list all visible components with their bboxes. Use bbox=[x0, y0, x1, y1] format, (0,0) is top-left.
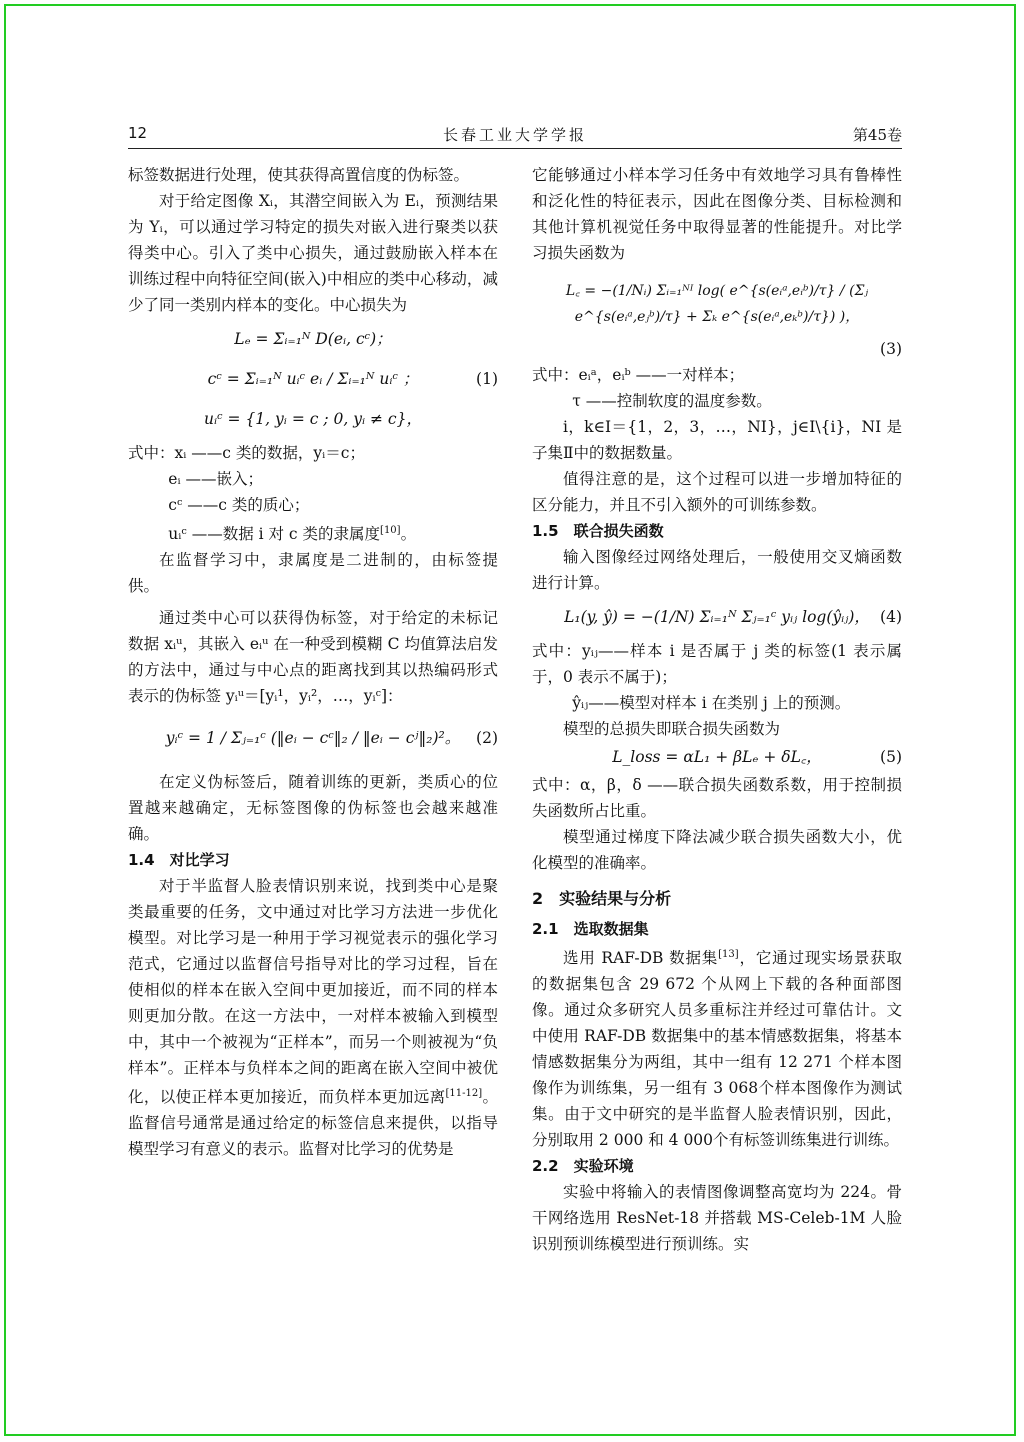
journal-title: 长春工业大学学报 bbox=[442, 126, 587, 144]
volume-label: 第45卷 bbox=[852, 126, 902, 144]
paragraph: 输入图像经过网络处理后，一般使用交叉熵函数进行计算。 bbox=[532, 548, 902, 592]
symbol-text: uᵢᶜ ——数据 i 对 c 类的隶属度 bbox=[168, 525, 381, 544]
equation-number: (3) bbox=[880, 340, 902, 358]
paragraph-text-end: 。监督信号通常是通过给定的标签信息来提供，以指导模型学习有意义的表示。监督对比学习的优势是 bbox=[128, 1088, 498, 1159]
paragraph bbox=[128, 873, 498, 1162]
equation-5 bbox=[532, 744, 902, 770]
symbol-text-end: 。 bbox=[400, 525, 417, 544]
equation-1-line-c: uᵢᶜ = {1, yᵢ = c ; 0, yᵢ ≠ c}， bbox=[204, 410, 422, 428]
citation: [13] bbox=[718, 949, 739, 960]
symbol-definition: 式中：α，β，δ ——联合损失函数系数，用于控制损失函数所占比重。 bbox=[532, 776, 902, 820]
paragraph: 在监督学习中，隶属度是二进制的，由标签提供。 bbox=[128, 551, 498, 596]
section-heading-2-2: 2.2 实验环境 bbox=[532, 1157, 634, 1176]
page-number: 12 bbox=[128, 124, 148, 142]
citation: [11-12] bbox=[445, 1088, 483, 1100]
paragraph-text: 选用 RAF-DB 数据集 bbox=[563, 949, 719, 968]
paragraph: 通过类中心可以获得伪标签，对于给定的未标记数据 xᵢᵘ，其嵌入 eᵢᵘ 在一种受到模糊 C 均值算法启发的方法中，通过与中心点的距离找到其以热编码形式表示的伪标签 yᵢᵘ＝[yᵢ¹，yᵢ²，…，yᵢᶜ]： bbox=[128, 609, 498, 706]
symbol-definition: 式中：yᵢⱼ——样本 i 是否属于 j 类的标签(1 表示属于，0 表示不属于)； bbox=[532, 642, 902, 686]
running-header bbox=[128, 122, 902, 149]
right-column bbox=[532, 162, 902, 1257]
paragraph: 值得注意的是，这个过程可以进一步增加特征的区分能力，并且不引入额外的可训练参数。 bbox=[532, 470, 902, 514]
paragraph: 实验中将输入的表情图像调整高宽均为 224。骨干网络选用 ResNet-18 并搭载 MS-Celeb-1M 人脸识别预训练模型进行预训练。实 bbox=[532, 1183, 902, 1254]
equation-1-line-b: cᶜ = Σᵢ₌₁ᴺ uᵢᶜ eᵢ / Σᵢ₌₁ᴺ uᵢᶜ ； bbox=[207, 370, 419, 388]
paragraph-text: 对于半监督人脸表情识别来说，找到类中心是聚类最重要的任务，文中通过对比学习方法进一步优化模型。对比学习是一种用于学习视觉表示的强化学习范式，它通过以监督信号指导对比的学习过程，旨在使相似的样本在嵌入空间中更加接近，而不同的样本则更加分散。在这一方法中，一对样本被输入到模型中，其中一个被视为“正样本”，而另一个则被视为“负样本”。正样本与负样本之间的距离在嵌入空间中被优化，以使正样本更加接近，而负样本更加远离 bbox=[128, 877, 498, 1107]
equation-1-line-a: Lₑ = Σᵢ₌₁ᴺ D(eᵢ, cᶜ)； bbox=[234, 330, 392, 348]
symbol-definition bbox=[128, 518, 498, 547]
symbol-definition: eᵢ ——嵌入； bbox=[168, 470, 264, 488]
paragraph bbox=[532, 942, 902, 1153]
paragraph: 标签数据进行处理，使其获得高置信度的伪标签。 bbox=[128, 166, 470, 184]
symbol-definition: 式中：eᵢᵃ，eᵢᵇ ——一对样本； bbox=[532, 366, 745, 384]
paragraph-text-end: ，它通过现实场景获取的数据集包含 29 672 个从网上下载的各种面部图像。通过众多研究人员多重标注并经过可靠估计。文中使用 RAF-DB 数据集中的基本情感数据集，将基本情感数据集分为两组，其中一组有 12 271 个样本图像作为训练集，另一组有 3 068个样本图像作为测试集。由于文中研究的是半监督人脸表情识别，因此，分别取用 2 000 和 4 000个有标签训练集进行训练。 bbox=[532, 949, 902, 1150]
paragraph: i，k∈I＝{1，2，3，…，NI}，j∈I\{i}，NI 是子集Ⅱ中的数据数量。 bbox=[532, 418, 902, 462]
equation-2 bbox=[128, 725, 498, 751]
section-heading-2: 2 实验结果与分析 bbox=[532, 889, 672, 908]
symbol-definition: τ ——控制软度的温度参数。 bbox=[572, 392, 772, 410]
section-heading-1-4: 1.4 对比学习 bbox=[128, 851, 230, 870]
equation-2-body: yᵢᶜ = 1 / Σⱼ₌₁ᶜ (‖eᵢ − cᶜ‖₂ / ‖eᵢ − cʲ‖₂)²。 bbox=[165, 729, 461, 748]
equation-number: (2) bbox=[476, 729, 498, 748]
equation-number: (1) bbox=[476, 370, 498, 388]
section-heading-2-1: 2.1 选取数据集 bbox=[532, 920, 649, 938]
equation-5-body: L_loss = αL₁ + βLₑ + δL꜀， bbox=[612, 748, 822, 766]
equation-number: (4) bbox=[880, 608, 902, 626]
paragraph: 模型的总损失即联合损失函数为 bbox=[563, 720, 781, 738]
citation: [10] bbox=[380, 525, 401, 536]
symbol-definition: 式中：xᵢ ——c 类的数据，yᵢ＝c； bbox=[128, 444, 365, 462]
paragraph: 模型通过梯度下降法减少联合损失函数大小，优化模型的准确率。 bbox=[532, 828, 902, 872]
equation-4-body: L₁(y, ŷ) = −(1/N) Σᵢ₌₁ᴺ Σⱼ₌₁ᶜ yᵢⱼ log(ŷᵢⱼ)， bbox=[564, 608, 870, 626]
equation-3-body: L꜀ = −(1/Nᵢ) Σᵢ₌₁ᴺᴵ log( e^{s(eᵢᵃ,eᵢᵇ)/τ} / (Σⱼ e^{s(eᵢᵃ,eⱼᵇ)/τ} + Σₖ e^{s(eᵢᵃ,eₖᵇ)/τ}) )， bbox=[565, 283, 869, 325]
equation-1 bbox=[128, 366, 498, 392]
left-column bbox=[128, 162, 498, 1162]
symbol-definition: cᶜ ——c 类的质心； bbox=[168, 496, 310, 514]
equation-4 bbox=[532, 604, 902, 630]
symbol-definition: ŷᵢⱼ——模型对样本 i 在类别 j 上的预测。 bbox=[572, 694, 851, 712]
section-heading-1-5: 1.5 联合损失函数 bbox=[532, 522, 664, 540]
paragraph: 它能够通过小样本学习任务中有效地学习具有鲁棒性和泛化性的特征表示，因此在图像分类、目标检测和其他计算机视觉任务中取得显著的性能提升。对比学习损失函数为 bbox=[532, 166, 902, 262]
paragraph: 在定义伪标签后，随着训练的更新，类质心的位置越来越确定，无标签图像的伪标签也会越来越准确。 bbox=[128, 773, 498, 844]
equation-number: (5) bbox=[880, 748, 902, 766]
paragraph: 对于给定图像 Xᵢ，其潜空间嵌入为 Eᵢ，预测结果为 Yᵢ，可以通过学习特定的损失对嵌入进行聚类以获得类中心。引入了类中心损失，通过鼓励嵌入样本在训练过程中向特征空间(嵌入)中相应的类中心移动，减少了同一类别内样本的变化。中心损失为 bbox=[128, 192, 498, 314]
